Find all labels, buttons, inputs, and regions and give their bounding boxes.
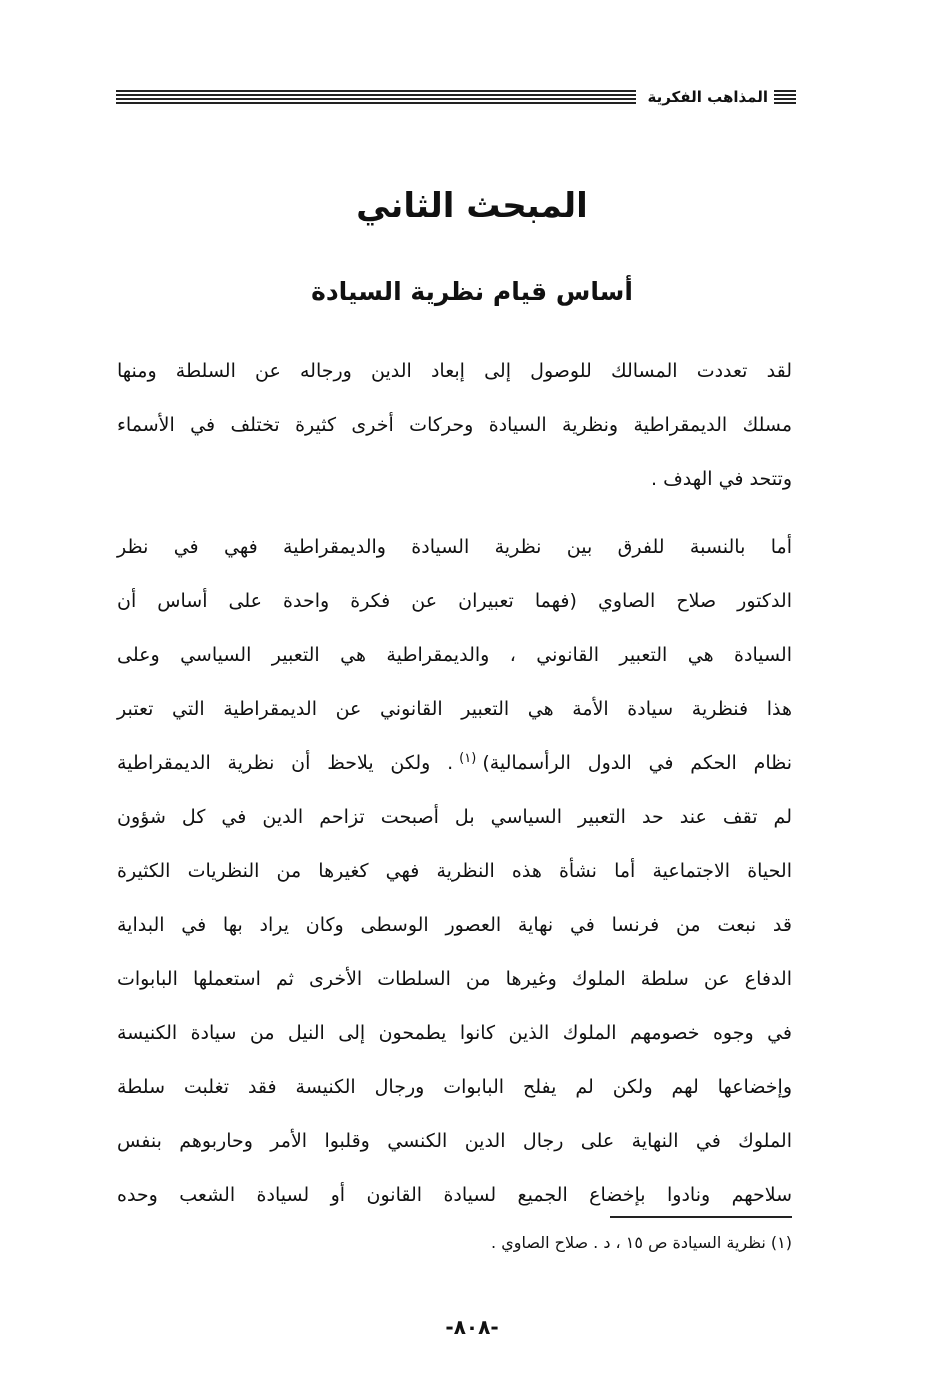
text-line: وإخضاعها لهم ولكن لم يفلح البابوات ورجال الكنيسة فقد تغلبت سلطة: [117, 1076, 792, 1098]
paragraph-2: [117, 520, 792, 1222]
text-line: لقد تعددت المسالك للوصول إلى إبعاد الدين ورجاله عن السلطة ومنها: [117, 360, 792, 382]
chapter-title: المبحث الثاني: [356, 186, 588, 226]
text-line: لم تقف عند حد التعبير السياسي بل أصبحت تزاحم الدين في كل شؤون: [117, 806, 792, 828]
header-lines-icon: [774, 90, 796, 106]
running-title: المذاهب الفكرية: [647, 88, 768, 106]
footnote-divider: [610, 1216, 792, 1218]
text-line: في وجوه خصومهم الملوك الذين كانوا يطمحون إلى النيل من سيادة الكنيسة: [117, 1022, 792, 1044]
text-line: الدكتور صلاح الصاوي (فهما تعبيران عن فكرة واحدة على أساس أن: [117, 590, 792, 612]
text-line: أما بالنسبة للفرق بين نظرية السيادة والديمقراطية فهي في نظر: [117, 536, 792, 558]
text-line-with-footnote: [117, 736, 792, 790]
footnote: (١) نظرية السيادة ص ١٥ ، د . صلاح الصاوي .: [491, 1233, 792, 1252]
text-line: هذا فنظرية سيادة الأمة هي التعبير القانوني عن الديمقراطية التي تعتبر: [117, 698, 792, 720]
text-line: الدفاع عن سلطة الملوك وغيرها من السلطات الأخرى ثم استعملها البابوات: [117, 968, 792, 990]
text-line: قد نبعت من فرنسا في نهاية العصور الوسطى وكان يراد بها في البداية: [117, 914, 792, 936]
text-line: مسلك الديمقراطية ونظرية السيادة وحركات أخرى كثيرة تختلف في الأسماء: [117, 414, 792, 436]
section-title: أساس قيام نظرية السيادة: [311, 277, 633, 306]
text-line: الحياة الاجتماعية أما نشأة هذه النظرية فهي كغيرها من النظريات الكثيرة: [117, 860, 792, 882]
page-number: -٨٠٨-: [445, 1315, 499, 1339]
text-line: السيادة هي التعبير القانوني ، والديمقراطية هي التعبير السياسي وعلى: [117, 644, 792, 666]
text-segment: . ولكن يلاحظ أن نظرية الديمقراطية: [117, 752, 454, 774]
running-header: [116, 84, 796, 112]
text-line: الملوك في النهاية على رجال الدين الكنسي وقلبوا الأمر وحاربوهم بنفس: [117, 1130, 792, 1152]
text-segment: نظام الحكم في الدول الرأسمالية): [482, 752, 793, 774]
text-line: سلاحهم ونادوا بإخضاع الجميع لسيادة القانون أو لسيادة الشعب وحده: [117, 1184, 792, 1206]
text-line: وتتحد في الهدف .: [650, 468, 792, 490]
footnote-reference[interactable]: (١): [459, 750, 477, 766]
header-rule: [116, 90, 636, 106]
paragraph-1: [117, 344, 792, 506]
